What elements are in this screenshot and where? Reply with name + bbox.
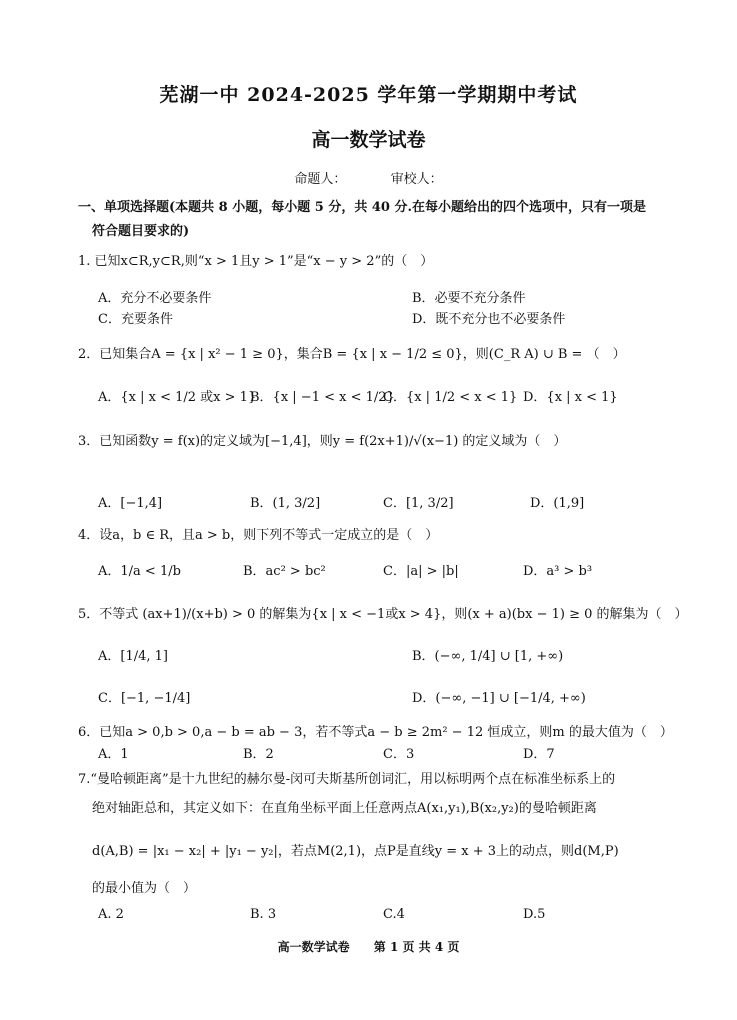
q6-option-c: C．3	[383, 747, 415, 762]
question-4: 4．设a，b ∈ R，且a > b，则下列不等式一定成立的是（ ）	[78, 528, 439, 543]
q2-option-d: D．{x | x < 1}	[523, 390, 618, 405]
section-heading-cont: 符合题目要求的)	[92, 224, 190, 239]
q6-option-a: A．1	[98, 747, 129, 762]
q7-option-c: C.4	[383, 907, 405, 922]
q6-option-d: D．7	[523, 747, 555, 762]
q5-option-b: B．(−∞, 1/4] ∪ [1, +∞)	[412, 649, 564, 664]
q7-option-b: B. 3	[250, 907, 277, 922]
q3-option-a: A．[−1,4]	[98, 496, 163, 511]
q2-option-b: B．{x | −1 < x < 1/2}	[250, 390, 395, 405]
q7-option-d: D.5	[523, 907, 546, 922]
question-5: 5．不等式 (ax+1)/(x+b) > 0 的解集为{x | x < −1或x > 4}，则(x + a)(bx − 1) ≥ 0 的解集为（ ）	[78, 607, 688, 622]
footer-page-info: 第 1 页 共 4 页	[373, 940, 460, 954]
section-heading: 一、单项选择题(本题共 8 小题，每小题 5 分，共 40 分.在每小题给出的四个选项中，只有一项是	[78, 200, 647, 215]
q6-option-b: B．2	[243, 747, 274, 762]
author-line	[0, 168, 737, 187]
q3-option-c: C．[1, 3/2]	[383, 496, 454, 511]
school-exam-title: 芜湖一中 2024-2025 学年第一学期期中考试	[159, 84, 578, 106]
q4-option-c: C．|a| > |b|	[383, 564, 459, 579]
page-footer	[0, 938, 737, 955]
footer-paper-name: 高一数学试卷	[277, 940, 350, 954]
q1-option-b: B．必要不充分条件	[412, 291, 526, 306]
question-2: 2．已知集合A = {x | x² − 1 ≥ 0}，集合B = {x | x − 1/2 ≤ 0}，则(C_R A) ∪ B = （ ）	[78, 347, 626, 362]
q2-option-c: C．{x | 1/2 < x < 1}	[383, 390, 518, 405]
q5-option-a: A．[1/4, 1]	[98, 649, 168, 664]
q7-option-a: A. 2	[98, 907, 124, 922]
q1-option-a: A．充分不必要条件	[98, 291, 212, 306]
question-7-line-2: 绝对轴距总和，其定义如下：在直角坐标平面上任意两点A(x₁,y₁),B(x₂,y₂)的曼哈顿距离	[92, 801, 597, 816]
paper-title: 高一数学试卷	[311, 129, 426, 151]
setter-label: 命题人：	[294, 172, 347, 187]
q2-option-a: A．{x | x < 1/2 或x > 1}	[98, 390, 257, 405]
question-6: 6．已知a > 0,b > 0,a − b = ab − 3，若不等式a − b ≥ 2m² − 12 恒成立，则m 的最大值为（ ）	[78, 725, 673, 740]
reviewer-label: 审校人：	[390, 172, 443, 187]
question-7-line-3: d(A,B) = |x₁ − x₂| + |y₁ − y₂|，若点M(2,1)，点P是直线y = x + 3上的动点，则d(M,P)	[92, 844, 619, 859]
question-7-line-1: 7.“曼哈顿距离”是十九世纪的赫尔曼-闵可夫斯基所创词汇，用以标明两个点在标准坐标系上的	[78, 772, 616, 787]
question-3: 3．已知函数y = f(x)的定义域为[−1,4]，则y = f(2x+1)/√(x−1) 的定义域为（ ）	[78, 434, 567, 449]
q3-option-b: B．(1, 3/2]	[250, 496, 321, 511]
q4-option-d: D．a³ > b³	[523, 564, 593, 579]
q1-option-c: C．充要条件	[98, 312, 173, 327]
question-1: 1. 已知x⊂R,y⊂R,则“x > 1且y > 1”是“x − y > 2”的（ ）	[78, 254, 434, 269]
q1-option-d: D．既不充分也不必要条件	[412, 312, 566, 327]
q3-option-d: D．(1,9]	[530, 496, 585, 511]
q5-option-d: D．(−∞, −1] ∪ [−1/4, +∞)	[412, 691, 586, 706]
q5-option-c: C．[−1, −1/4]	[98, 691, 191, 706]
q4-option-b: B．ac² > bc²	[243, 564, 326, 579]
question-7-line-4: 的最小值为（ ）	[92, 881, 197, 896]
q4-option-a: A．1/a < 1/b	[98, 564, 181, 579]
